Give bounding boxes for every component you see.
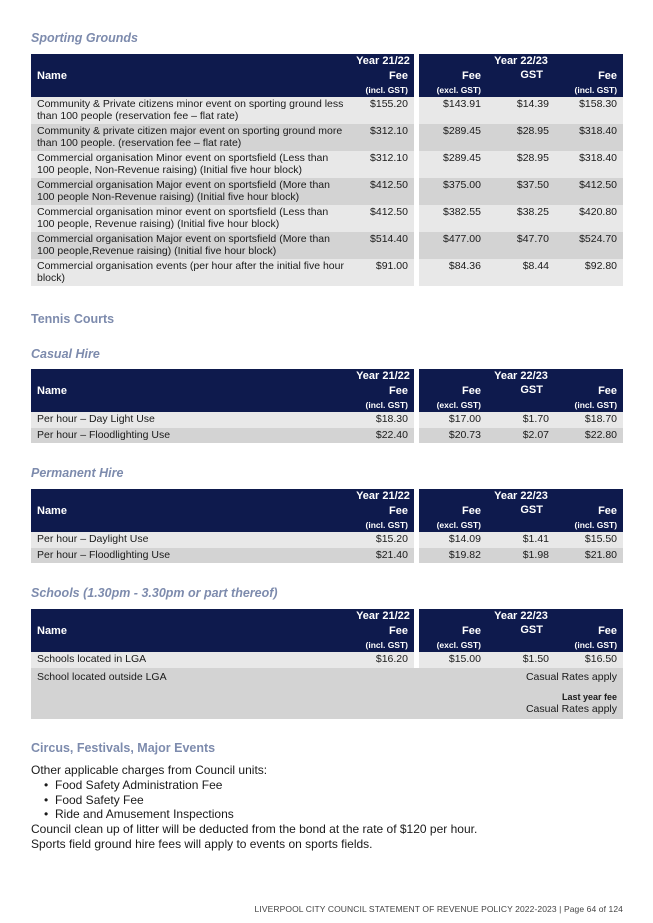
row-fee-prev: $22.40 — [352, 428, 419, 444]
row-name: School located outside LGA — [31, 668, 352, 720]
list-item: • Ride and Amusement Inspections — [44, 807, 234, 821]
column-subheader-excl: (excl. GST) — [419, 519, 487, 532]
circus-sportsfield-note: Sports field ground hire fees will apply to events on sports fields. — [31, 836, 373, 851]
table-row — [31, 151, 623, 178]
column-subheader-incl: (incl. GST) — [555, 519, 623, 532]
column-subheader-incl-prev: (incl. GST) — [352, 639, 419, 652]
section-title-circus: Circus, Festivals, Major Events — [31, 741, 216, 755]
row-fee-prev: $514.40 — [352, 232, 419, 259]
column-header-fee-incl: Fee — [555, 384, 623, 399]
permanent-hire-table — [31, 489, 623, 563]
column-subheader-excl: (excl. GST) — [419, 399, 487, 412]
page-footer: LIVERPOOL CITY COUNCIL STATEMENT OF REVENUE POLICY 2022-2023 | Page 64 of 124 — [254, 904, 623, 914]
column-header-name: Name — [31, 489, 352, 532]
casual-rates-note-last-year: Casual Rates apply — [525, 702, 618, 715]
circus-litter-note: Council clean up of litter will be deducted from the bond at the rate of $120 per hour. — [31, 821, 478, 836]
row-fee-excl: $20.73 — [419, 428, 487, 444]
column-header-fee-excl: Fee — [419, 504, 487, 519]
table-row — [31, 124, 623, 151]
row-fee-incl: $15.50 — [555, 532, 623, 548]
row-fee-incl: $318.40 — [555, 124, 623, 151]
column-header-year-curr: Year 22/23 — [419, 54, 623, 69]
row-gst: $1.50 — [487, 652, 555, 668]
column-subheader-incl-prev: (incl. GST) — [352, 399, 419, 412]
list-item: • Food Safety Administration Fee — [44, 778, 223, 792]
column-subheader-excl: (excl. GST) — [419, 639, 487, 652]
row-merged-fee-note — [352, 668, 623, 720]
column-header-fee-prev: Fee — [352, 504, 419, 519]
column-header-fee-prev: Fee — [352, 384, 419, 399]
table-row — [31, 428, 623, 444]
row-fee-prev: $412.50 — [352, 205, 419, 232]
column-header-name: Name — [31, 54, 352, 97]
row-fee-prev: $155.20 — [352, 97, 419, 124]
table-row — [31, 178, 623, 205]
casual-rates-note: Casual Rates apply — [525, 670, 618, 683]
row-fee-excl: $375.00 — [419, 178, 487, 205]
row-name: Commercial organisation minor event on sportsfield (Less than 100 people, Revenue raising) (Initial five hour block) — [31, 205, 352, 232]
column-header-gst: GST — [487, 624, 555, 652]
column-header-gst: GST — [487, 69, 555, 97]
row-gst: $37.50 — [487, 178, 555, 205]
section-title-sporting-grounds: Sporting Grounds — [31, 31, 138, 45]
section-title-permanent-hire: Permanent Hire — [31, 466, 124, 480]
row-fee-excl: $477.00 — [419, 232, 487, 259]
column-subheader-incl: (incl. GST) — [555, 399, 623, 412]
column-header-name: Name — [31, 369, 352, 412]
table-row — [31, 97, 623, 124]
section-title-tennis-courts: Tennis Courts — [31, 312, 115, 326]
table-row — [31, 232, 623, 259]
column-header-year-curr: Year 22/23 — [419, 369, 623, 384]
row-fee-excl: $84.36 — [419, 259, 487, 286]
row-gst: $8.44 — [487, 259, 555, 286]
column-header-fee-incl: Fee — [555, 624, 623, 639]
row-name: Commercial organisation Minor event on sportsfield (Less than 100 people, Non-Revenue raising) (Initial five hour block) — [31, 151, 352, 178]
column-header-fee-incl: Fee — [555, 504, 623, 519]
row-fee-incl: $420.80 — [555, 205, 623, 232]
table-row — [31, 412, 623, 428]
row-gst: $1.41 — [487, 532, 555, 548]
row-fee-prev: $312.10 — [352, 151, 419, 178]
row-fee-excl: $19.82 — [419, 548, 487, 564]
row-name: Per hour – Day Light Use — [31, 412, 352, 428]
row-gst: $28.95 — [487, 151, 555, 178]
column-subheader-incl: (incl. GST) — [555, 84, 623, 97]
row-fee-incl: $22.80 — [555, 428, 623, 444]
row-fee-excl: $143.91 — [419, 97, 487, 124]
column-subheader-incl: (incl. GST) — [555, 639, 623, 652]
circus-charges-list — [31, 778, 623, 822]
column-header-gst: GST — [487, 384, 555, 412]
column-header-fee-excl: Fee — [419, 624, 487, 639]
column-header-year-prev: Year 21/22 — [352, 54, 419, 69]
row-gst: $2.07 — [487, 428, 555, 444]
section-title-casual-hire: Casual Hire — [31, 347, 100, 361]
schools-table — [31, 609, 623, 719]
row-fee-incl: $16.50 — [555, 652, 623, 668]
row-fee-prev: $412.50 — [352, 178, 419, 205]
row-name: Commercial organisation events (per hour after the initial five hour block) — [31, 259, 352, 286]
row-fee-excl: $289.45 — [419, 151, 487, 178]
row-fee-incl: $412.50 — [555, 178, 623, 205]
row-fee-incl: $524.70 — [555, 232, 623, 259]
row-name: Community & Private citizens minor event on sporting ground less than 100 people (reservation fee – flat rate) — [31, 97, 352, 124]
row-gst: $14.39 — [487, 97, 555, 124]
row-fee-excl: $14.09 — [419, 532, 487, 548]
row-gst: $38.25 — [487, 205, 555, 232]
column-subheader-incl-prev: (incl. GST) — [352, 519, 419, 532]
row-fee-incl: $92.80 — [555, 259, 623, 286]
row-gst: $47.70 — [487, 232, 555, 259]
column-header-year-curr: Year 22/23 — [419, 489, 623, 504]
column-header-fee-excl: Fee — [419, 384, 487, 399]
column-header-year-prev: Year 21/22 — [352, 489, 419, 504]
row-fee-excl: $382.55 — [419, 205, 487, 232]
row-fee-prev: $312.10 — [352, 124, 419, 151]
row-fee-incl: $158.30 — [555, 97, 623, 124]
column-header-fee-prev: Fee — [352, 624, 419, 639]
row-name: Commercial organisation Major event on sportsfield (More than 100 people Non-Revenue raising) (Initial five hour block) — [31, 178, 352, 205]
last-year-fee-label: Last year fee — [561, 692, 618, 702]
row-fee-excl: $15.00 — [419, 652, 487, 668]
column-header-year-curr: Year 22/23 — [419, 609, 623, 624]
column-header-fee-incl: Fee — [555, 69, 623, 84]
row-fee-prev: $21.40 — [352, 548, 419, 564]
row-name: Community & private citizen major event on sporting ground more than 100 people. (reservation fee – flat rate) — [31, 124, 352, 151]
row-fee-prev: $18.30 — [352, 412, 419, 428]
table-row — [31, 548, 623, 564]
column-subheader-incl-prev: (incl. GST) — [352, 84, 419, 97]
column-header-fee-excl: Fee — [419, 69, 487, 84]
row-fee-prev: $15.20 — [352, 532, 419, 548]
row-fee-incl: $318.40 — [555, 151, 623, 178]
circus-intro: Other applicable charges from Council units: — [31, 763, 268, 777]
row-fee-excl: $17.00 — [419, 412, 487, 428]
row-fee-incl: $18.70 — [555, 412, 623, 428]
table-row — [31, 668, 623, 720]
table-row — [31, 205, 623, 232]
row-name: Commercial organisation Major event on sportsfield (More than 100 people,Revenue raising) (Initial five hour block) — [31, 232, 352, 259]
column-header-gst: GST — [487, 504, 555, 532]
list-item: • Food Safety Fee — [44, 792, 144, 807]
row-name: Per hour – Daylight Use — [31, 532, 352, 548]
row-name: Per hour – Floodlighting Use — [31, 428, 352, 444]
column-header-fee-prev: Fee — [352, 69, 419, 84]
circus-content — [31, 763, 623, 852]
row-name: Per hour – Floodlighting Use — [31, 548, 352, 564]
row-fee-prev: $16.20 — [352, 652, 419, 668]
column-header-year-prev: Year 21/22 — [352, 609, 419, 624]
row-fee-prev: $91.00 — [352, 259, 419, 286]
table-row — [31, 652, 623, 668]
column-header-year-prev: Year 21/22 — [352, 369, 419, 384]
casual-hire-table — [31, 369, 623, 443]
sporting-grounds-table — [31, 54, 623, 286]
section-title-schools: Schools (1.30pm - 3.30pm or part thereof) — [31, 586, 278, 600]
row-name: Schools located in LGA — [31, 652, 352, 668]
column-subheader-excl: (excl. GST) — [419, 84, 487, 97]
row-gst: $28.95 — [487, 124, 555, 151]
row-gst: $1.70 — [487, 412, 555, 428]
row-fee-excl: $289.45 — [419, 124, 487, 151]
column-header-name: Name — [31, 609, 352, 652]
row-fee-incl: $21.80 — [555, 548, 623, 564]
table-row — [31, 259, 623, 286]
row-gst: $1.98 — [487, 548, 555, 564]
table-row — [31, 532, 623, 548]
